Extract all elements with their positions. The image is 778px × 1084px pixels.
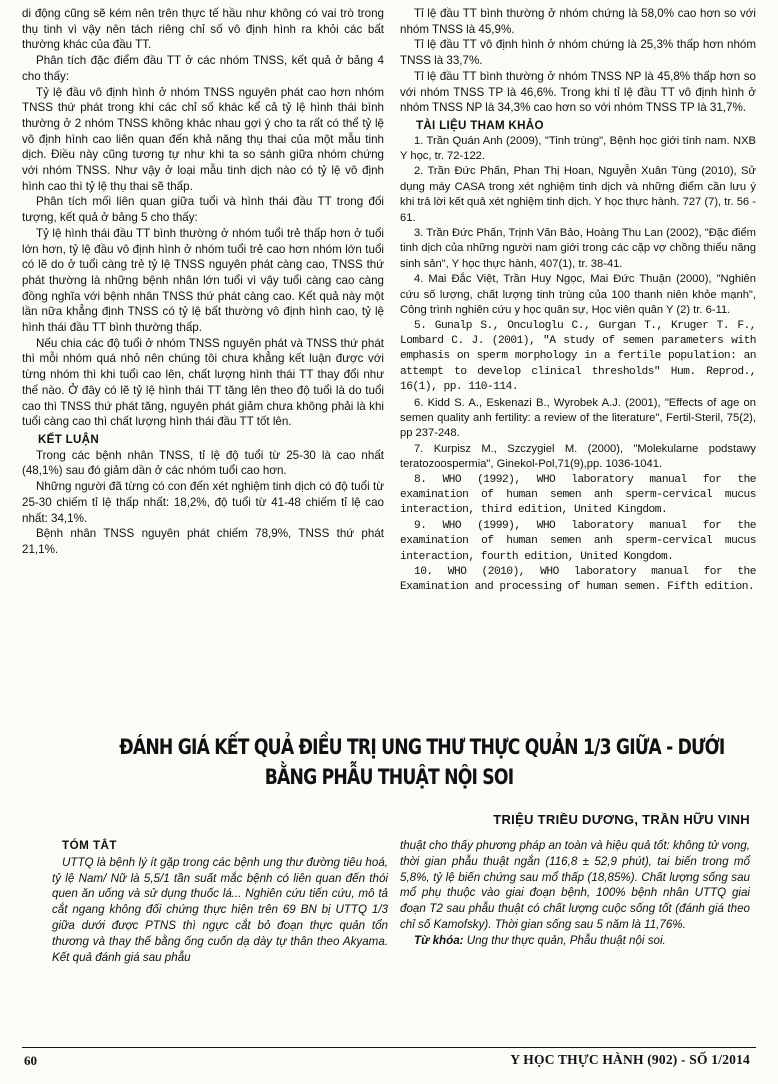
abstract-text: thuật cho thấy phương pháp an toàn và hiệu quả tốt: không tử vong, thời gian phẫu thuật ngắn (116,8 ± 52,9 phút), tai biến trong mổ 5,8%, tỷ lệ biến chứng sau mổ thấp (18,85%). Chất lượng sống sau mổ phụ thuộc vào giai đoạn bệnh, 100% bệnh nhân UTTQ giai đoạn T2 sau phẫu thuật có chất lượng cuộc sống tốt (đánh giá theo chỉ số Kamofsky). Thời gian sống sau 5 năm là 11,76%. [400, 839, 750, 931]
left-column [22, 6, 384, 558]
keywords-label: Từ khóa: [414, 933, 464, 947]
body-paragraph: Phân tích mối liên quan giữa tuổi và hình thái đầu TT trong đối tượng, kết quả ở bảng 5 cho thấy: [22, 195, 384, 225]
reference-item: 7. Kurpisz M., Szczygiel M. (2000), "Molekularne podstawy teratozoospermia", Ginekol-Pol,71(9),pp. 1036-1041. [400, 442, 756, 471]
footer-divider [22, 1047, 756, 1048]
page-number: 60 [24, 1053, 37, 1068]
conclusion-paragraph: Bệnh nhân TNSS nguyên phát chiếm 78,9%, TNSS thứ phát 21,1%. [22, 527, 384, 556]
references-heading: TÀI LIỆU THAM KHẢO [416, 118, 544, 132]
body-paragraph: Phân tích đặc điểm đầu TT ở các nhóm TNSS, kết quả ở bảng 4 cho thấy: [22, 54, 384, 83]
article-authors: TRIỆU TRIỀU DƯƠNG, TRẦN HỮU VINH [493, 812, 750, 827]
right-column [400, 6, 756, 596]
reference-item: 1. Trần Quán Anh (2009), "Tinh trùng", Bệnh học giới tính nam. NXB Y học, tr. 72-122. [400, 134, 756, 163]
reference-list [400, 134, 756, 596]
body-paragraph: Tỉ lệ đầu TT bình thường ở nhóm TNSS NP là 45,8% thấp hơn so với nhóm TNSS TP là 46,6%. Trong khi tỉ lệ đầu TT vô định hình ở nhóm TNSS NP là 34,3% cao hơn so với nhóm TNSS TP là 31,7%. [400, 69, 756, 115]
body-paragraph: Tỉ lệ đầu TT bình thường ở nhóm chứng là 58,0% cao hơn so với nhóm TNSS là 45,9%. [400, 7, 756, 36]
body-paragraph: Tỷ lệ đầu vô định hình ở nhóm TNSS nguyên phát cao hơn nhóm TNSS thứ phát trong khi các chỉ số khác kể cả tỷ lệ hình thái bình thường ở 2 nhóm TNSS không khác nhau gợi ý cho ta rất có thể tỷ lệ vô định hình cao liên quan đến khả năng thụ thai của một mẫu tinh dịch. Điều này cũng tương tự như khi ta so sánh giữa nhóm chứng với nhóm TNSS. Như vậy ở loại mẫu tinh dịch nào có tỷ lệ vô định hình cao thì tỷ lệ thụ thai sẽ thấp. [22, 85, 384, 193]
reference-item: 10. WHO (2010), WHO laboratory manual for the Examination and processing of human semen. Fifth edition. [400, 566, 756, 594]
keywords [400, 933, 750, 949]
reference-item: 9. WHO (1999), WHO laboratory manual for the examination of human semen anh sperm-cervical mucus interaction, fourth edition, United Kongdom. [400, 519, 756, 563]
article-title-line: ĐÁNH GIÁ KẾT QUẢ ĐIỀU TRỊ UNG THƯ THỰC QUẢN 1/3 GIỮA - DƯỚI [119, 735, 725, 759]
body-paragraph: di động cũng sẽ kém nên trên thực tế hầu như không có vai trò trong thụ tinh vì vậy nên tách riêng chỉ số vô định hình ra khỏi các bất thường khác của đầu TT. [22, 7, 384, 52]
reference-item: 8. WHO (1992), WHO laboratory manual for the examination of human semen anh sperm-cervical mucus interaction, third edition, United Kingdom. [400, 473, 756, 517]
body-paragraph: Tỷ lệ hình thái đầu TT bình thường ở nhóm tuổi trẻ thấp hơn ở tuổi lớn hơn, tỷ lệ đầu vô định hình ở nhóm tuổi trẻ cao hơn nhóm lớn tuổi có lẽ do ở tuổi càng trẻ tỷ lệ TNSS nguyên phát càng cao, TNSS thứ phát thường là những bệnh nhân lớn tuổi vì vậy tuổi càng cao càng đồng nghĩa với bệnh nhân TNSS thứ phát càng cao. Kết quả này một lần nữa khẳng định TNSS có tỷ lệ bất thường vô định hình cao, tỷ lệ hình thái đầu TT bình thường thấp. [22, 226, 384, 335]
conclusion-heading: KẾT LUẬN [38, 432, 100, 446]
abstract-right-column [400, 838, 750, 949]
keywords-text: Ung thư thực quản, Phẫu thuật nội soi. [466, 933, 666, 947]
body-paragraph: Tỉ lệ đầu TT vô định hình ở nhóm chứng là 25,3% thấp hơn nhóm TNSS là 33,7%. [400, 38, 756, 68]
reference-item: 6. Kidd S. A., Eskenazi B., Wyrobek A.J. (2001), "Effects of age on semen quality anh fertility: a review of the literature", Fertil-Steril, 75(2), pp 237-248. [400, 396, 756, 440]
abstract-heading: TÓM TẮT [62, 839, 118, 852]
journal-footer: Y HỌC THỰC HÀNH (902) - SỐ 1/2014 [510, 1052, 750, 1067]
conclusion-paragraph: Trong các bệnh nhân TNSS, tỉ lệ độ tuổi từ 25-30 là cao nhất (48,1%) sau đó giảm dần ở các nhóm tuổi cao hơn. [22, 448, 384, 478]
conclusion-paragraph: Những người đã từng có con đến xét nghiệm tinh dịch có độ tuổi từ 25-30 chiếm tỉ lệ thấp nhất: 18,2%, độ tuổi từ 41-48 chiếm tỉ lệ cao nhất: 34,1%. [22, 480, 384, 525]
abstract-text: UTTQ là bệnh lý ít gặp trong các bệnh ung thư đường tiêu hoá, tỷ lệ Nam/ Nữ là 5,5/1 tần suất mắc bệnh có liên quan đến thói quen ăn uống và sử dụng thuốc lá... Nghiên cứu tiến cứu, mô tả cắt ngang không đối chứng thực hiện trên 69 BN bị UTTQ 1/3 giữa dưới được PTNS thì ngực cắt bỏ đoạn thực quản tổn thương và thay thế bằng ống cuốn dạ dày tự thân theo Akyama. Kết quả đánh giá sau phẫu [52, 855, 388, 964]
reference-item: 4. Mai Đắc Việt, Trần Huy Ngọc, Mai Đức Thuận (2000), "Nghiên cứu số lượng, chất lượng tinh trùng của 100 thanh niên khỏe mạnh", Công trình nghiên cứu y học quân sự, Học viên quân Y (2) tr. 6-11. [400, 273, 756, 317]
article-title [119, 732, 725, 792]
reference-item: 3. Trần Đức Phấn, Trịnh Văn Bảo, Hoàng Thu Lan (2002), "Đặc điểm tinh dịch của những người nam giới trong các cặp vợ chồng thiểu năng sinh sản", Y học thực hành, 407(1), tr. 38-41. [400, 227, 756, 270]
reference-item: 5. Gunalp S., Onculoglu C., Gurgan T., Kruger T. F., Lombard C. J. (2001), "A study of semen parameters with emphasis on sperm morphology in a fertile population: an attempt to develop clinical thresholds" Hum. Reprod., 16(1), pp. 110-114. [400, 319, 756, 394]
body-paragraph: Nếu chia các độ tuổi ở nhóm TNSS nguyên phát và TNSS thứ phát thì mỗi nhóm quá nhỏ nên chúng tôi chưa khẳng kết luận được với từng nhóm thì khi tuổi cao lên, chất lượng hình thái TT thay đổi như thế nào. Ở đây có lẽ tỷ lệ hình thái TT tăng lên theo độ tuổi là do tuổi cao thì TNSS thứ phát tăng, nguyên phát giảm chưa không phải là khi tuổi càng cao thì chất lượng hình thái đầu TT tốt lên. [22, 336, 384, 429]
abstract-left-column [52, 838, 388, 965]
article-title-line: BẰNG PHẪU THUẬT NỘI SOI [264, 765, 514, 789]
reference-item: 2. Trần Đức Phấn, Phan Thị Hoan, Nguyễn Xuân Tùng (2010), Sử dụng máy CASA trong xét nghiệm tinh dịch và những điểm cần lưu ý khi trả lời kết quả xét nghiệm tinh dịch. Y học thực hành. 727 (7), tr. 56 - 61. [400, 165, 756, 224]
